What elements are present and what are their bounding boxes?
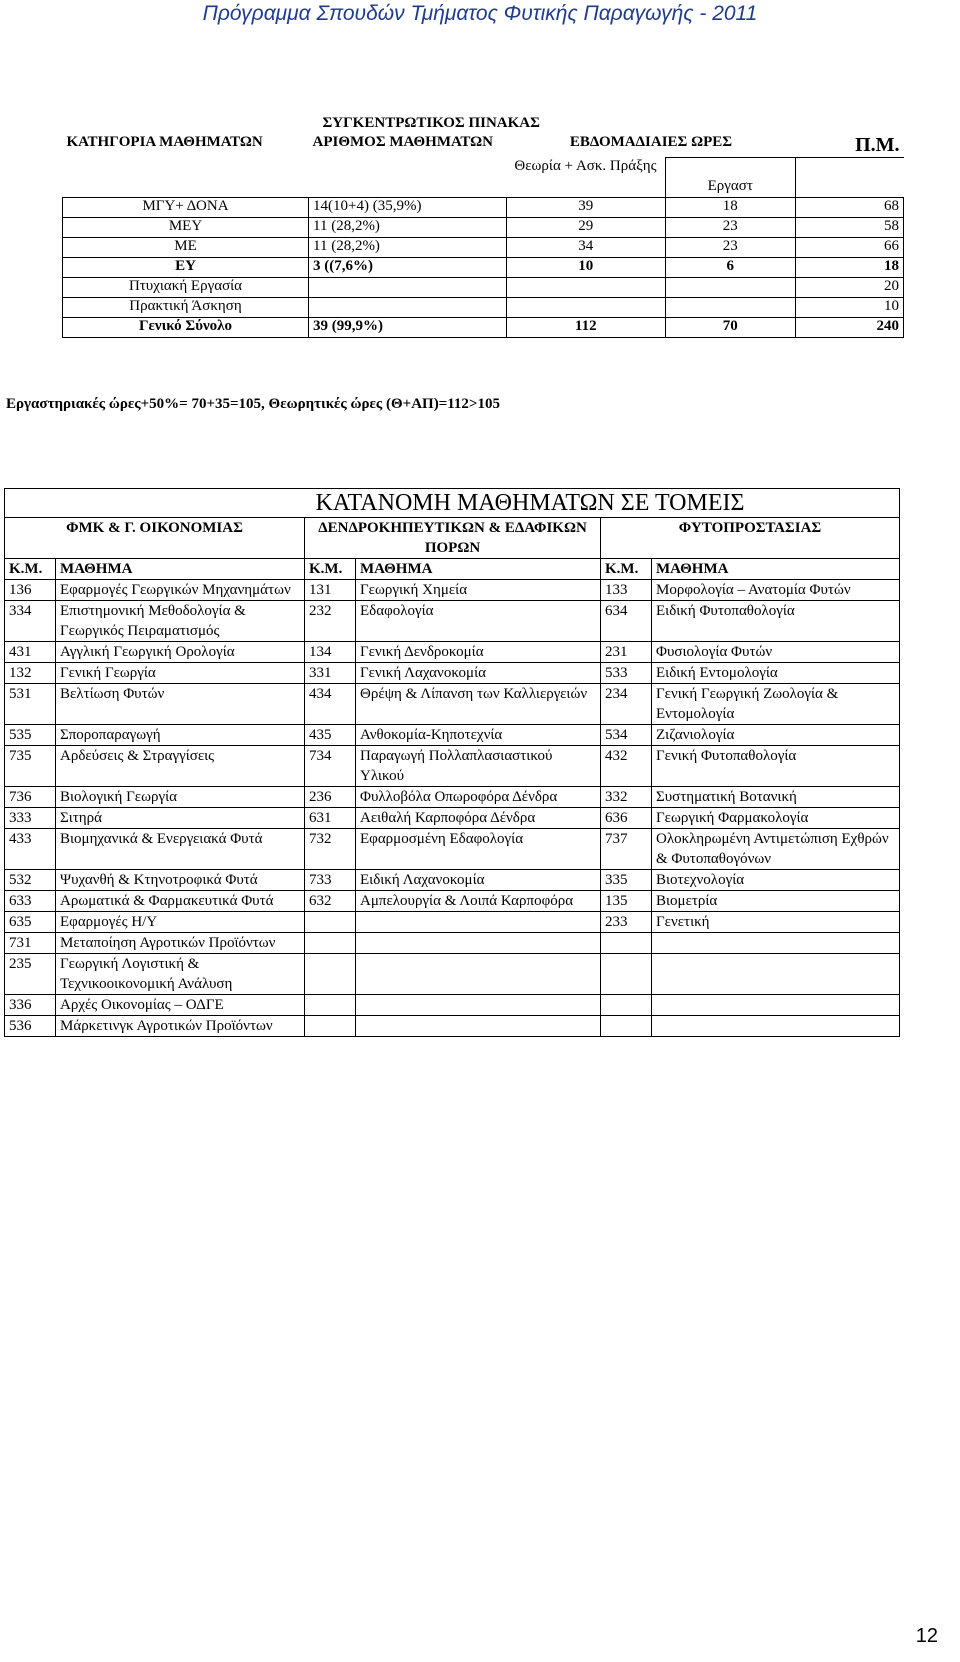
course-name: Φυσιολογία Φυτών [652, 642, 900, 663]
course-code: 431 [5, 642, 56, 663]
course-code: 232 [305, 601, 356, 642]
course-code: 131 [305, 580, 356, 601]
course-name: Εφαρμογές Η/Υ [56, 912, 305, 933]
col-code: Κ.Μ. [305, 559, 356, 580]
sector-row [5, 725, 900, 746]
course-code: 432 [601, 746, 652, 787]
course-code: 734 [305, 746, 356, 787]
sector-head: ΦΥΤΟΠΡΟΣΤΑΣΙΑΣ [601, 518, 900, 559]
summary-cell-count [309, 298, 507, 318]
summary-cell-lab [665, 298, 796, 318]
summary-cell-pm: 68 [796, 198, 904, 218]
course-name: Ζιζανιολογία [652, 725, 900, 746]
course-name [652, 1016, 900, 1037]
course-name: Μορφολογία – Ανατομία Φυτών [652, 580, 900, 601]
blank-cell [63, 158, 309, 198]
summary-cell-lab [665, 278, 796, 298]
sector-row [5, 642, 900, 663]
course-code: 731 [5, 933, 56, 954]
summary-cell-pm: 58 [796, 218, 904, 238]
col-weekly: ΕΒΔΟΜΑΔΙΑΙΕΣ ΩΡΕΣ [569, 134, 733, 150]
page-number: 12 [915, 1625, 938, 1647]
col-code: Κ.Μ. [5, 559, 56, 580]
summary-cell-lab: 70 [665, 318, 796, 338]
summary-cell-cat: Πρακτική Άσκηση [63, 298, 309, 318]
course-name: Γεωργική Λογιστική & Τεχνικοοικονομική Ανάλυση [56, 954, 305, 995]
course-code: 631 [305, 808, 356, 829]
course-name: Γενική Λαχανοκομία [356, 663, 601, 684]
course-code: 233 [601, 912, 652, 933]
course-code: 736 [5, 787, 56, 808]
course-name: Εδαφολογία [356, 601, 601, 642]
summary-cell-pm: 18 [796, 258, 904, 278]
course-code: 536 [5, 1016, 56, 1037]
summary-cell-count: 14(10+4) (35,9%) [309, 198, 507, 218]
course-name [356, 954, 601, 995]
course-name: Γενική Δενδροκομία [356, 642, 601, 663]
summary-row [63, 218, 904, 238]
course-name: Φυλλοβόλα Οπωροφόρα Δένδρα [356, 787, 601, 808]
course-name: Ειδική Εντομολογία [652, 663, 900, 684]
sector-row [5, 663, 900, 684]
summary-cell-count: 11 (28,2%) [309, 238, 507, 258]
course-code [601, 1016, 652, 1037]
course-name: Μεταποίηση Αγροτικών Προϊόντων [56, 933, 305, 954]
course-code: 434 [305, 684, 356, 725]
summary-row [63, 258, 904, 278]
course-code: 534 [601, 725, 652, 746]
sector-row [5, 954, 900, 995]
course-code: 234 [601, 684, 652, 725]
course-code: 532 [5, 870, 56, 891]
course-code: 735 [5, 746, 56, 787]
course-code: 135 [601, 891, 652, 912]
sector-row [5, 870, 900, 891]
course-name: Γενική Γεωργία [56, 663, 305, 684]
course-name: Γενική Φυτοπαθολογία [652, 746, 900, 787]
course-code: 636 [601, 808, 652, 829]
blank-cell [796, 158, 904, 198]
sectors-title: ΚΑΤΑΝΟΜΗ ΜΑΘΗΜΑΤΩΝ ΣΕ ΤΟΜΕΙΣ [5, 489, 900, 518]
summary-cell-theory: 39 [507, 198, 666, 218]
course-name: Ψυχανθή & Κτηνοτροφικά Φυτά [56, 870, 305, 891]
summary-row [63, 298, 904, 318]
course-name: Σιτηρά [56, 808, 305, 829]
course-code: 533 [601, 663, 652, 684]
summary-cell-theory: 112 [507, 318, 666, 338]
course-name: Μάρκετινγκ Αγροτικών Προϊόντων [56, 1016, 305, 1037]
summary-cell-lab: 23 [665, 218, 796, 238]
course-name: Αειθαλή Καρποφόρα Δένδρα [356, 808, 601, 829]
course-name [356, 995, 601, 1016]
summary-cell-pm: 240 [796, 318, 904, 338]
summary-table [62, 115, 904, 338]
sector-row [5, 808, 900, 829]
course-name [652, 954, 900, 995]
summary-cell-cat: ΜΕΥ [63, 218, 309, 238]
course-code [601, 995, 652, 1016]
course-name: Σποροπαραγωγή [56, 725, 305, 746]
col-pm: Π.Μ. [855, 134, 900, 156]
summary-row [63, 318, 904, 338]
sector-row [5, 829, 900, 870]
course-name: Παραγωγή Πολλαπλασιαστικού Υλικού [356, 746, 601, 787]
course-code: 236 [305, 787, 356, 808]
course-code: 331 [305, 663, 356, 684]
course-name [652, 933, 900, 954]
course-code: 632 [305, 891, 356, 912]
summary-cell-theory: 10 [507, 258, 666, 278]
summary-cell-lab: 23 [665, 238, 796, 258]
sector-row [5, 684, 900, 725]
sector-head: ΦΜΚ & Γ. ΟΙΚΟΝΟΜΙΑΣ [5, 518, 305, 559]
col-subject: ΜΑΘΗΜΑ [652, 559, 900, 580]
sector-row [5, 1016, 900, 1037]
course-code: 336 [5, 995, 56, 1016]
summary-row [63, 238, 904, 258]
course-code: 332 [601, 787, 652, 808]
course-name: Γενική Γεωργική Ζωολογία & Εντομολογία [652, 684, 900, 725]
page-header: Πρόγραμμα Σπουδών Τμήματος Φυτικής Παραγωγής - 2011 [202, 2, 758, 25]
course-code [601, 933, 652, 954]
summary-cell-count [309, 278, 507, 298]
course-code: 635 [5, 912, 56, 933]
course-code: 732 [305, 829, 356, 870]
summary-cell-cat: Γενικό Σύνολο [63, 318, 309, 338]
course-code: 435 [305, 725, 356, 746]
course-code: 334 [5, 601, 56, 642]
course-name: Ειδική Φυτοπαθολογία [652, 601, 900, 642]
summary-cell-lab: 18 [665, 198, 796, 218]
sector-row [5, 995, 900, 1016]
summary-cell-cat: ΜΕ [63, 238, 309, 258]
summary-row [63, 198, 904, 218]
course-name: Βελτίωση Φυτών [56, 684, 305, 725]
course-code [305, 912, 356, 933]
course-code: 134 [305, 642, 356, 663]
course-name: Αγγλική Γεωργική Ορολογία [56, 642, 305, 663]
course-code: 132 [5, 663, 56, 684]
course-code: 634 [601, 601, 652, 642]
sectors-table [4, 488, 900, 1037]
summary-cell-pm: 66 [796, 238, 904, 258]
sector-head: ΔΕΝΔΡΟΚΗΠΕΥΤΙΚΩΝ & ΕΔΑΦΙΚΩΝ ΠΟΡΩΝ [305, 518, 601, 559]
course-name: Ανθοκομία-Κηποτεχνία [356, 725, 601, 746]
sub-theory: Θεωρία + Ασκ. Πράξης [507, 158, 666, 198]
course-code: 633 [5, 891, 56, 912]
course-name: Ολοκληρωμένη Αντιμετώπιση Εχθρών & Φυτοπαθογόνων [652, 829, 900, 870]
summary-cell-pm: 10 [796, 298, 904, 318]
course-code: 133 [601, 580, 652, 601]
summary-cell-lab: 6 [665, 258, 796, 278]
sector-row [5, 891, 900, 912]
course-code: 231 [601, 642, 652, 663]
sector-row [5, 912, 900, 933]
course-name: Αρχές Οικονομίας – ΟΔΓΕ [56, 995, 305, 1016]
course-name: Γενετική [652, 912, 900, 933]
col-count: ΑΡΙΘΜΟΣ ΜΑΘΗΜΑΤΩΝ [312, 134, 493, 150]
summary-cell-theory [507, 278, 666, 298]
course-code: 535 [5, 725, 56, 746]
course-code [305, 995, 356, 1016]
course-name: Αρωματικά & Φαρμακευτικά Φυτά [56, 891, 305, 912]
course-name [356, 912, 601, 933]
course-name: Αρδεύσεις & Στραγγίσεις [56, 746, 305, 787]
col-subject: ΜΑΘΗΜΑ [56, 559, 305, 580]
course-code: 433 [5, 829, 56, 870]
col-code: Κ.Μ. [601, 559, 652, 580]
summary-cell-count: 11 (28,2%) [309, 218, 507, 238]
course-name: Θρέψη & Λίπανση των Καλλιεργειών [356, 684, 601, 725]
course-code [601, 954, 652, 995]
course-name: Βιολογική Γεωργία [56, 787, 305, 808]
course-code: 733 [305, 870, 356, 891]
sector-row [5, 933, 900, 954]
course-name [652, 995, 900, 1016]
course-name: Συστηματική Βοτανική [652, 787, 900, 808]
course-name: Βιοτεχνολογία [652, 870, 900, 891]
summary-cell-count: 3 ((7,6%) [309, 258, 507, 278]
summary-cell-theory: 29 [507, 218, 666, 238]
course-name: Βιομηχανικά & Ενεργειακά Φυτά [56, 829, 305, 870]
course-code [305, 933, 356, 954]
course-name: Γεωργική Φαρμακολογία [652, 808, 900, 829]
course-name [356, 933, 601, 954]
course-name: Αμπελουργία & Λοιπά Καρποφόρα [356, 891, 601, 912]
course-code [305, 954, 356, 995]
summary-cell-pm: 20 [796, 278, 904, 298]
summary-cell-theory: 34 [507, 238, 666, 258]
course-name: Εφαρμογές Γεωργικών Μηχανημάτων [56, 580, 305, 601]
summary-cell-theory [507, 298, 666, 318]
sub-lab: Εργαστ [665, 158, 796, 198]
hours-note: Εργαστηριακές ώρες+50%= 70+35=105, Θεωρητικές ώρες (Θ+ΑΠ)=112>105 [6, 396, 500, 412]
course-name: Εφαρμοσμένη Εδαφολογία [356, 829, 601, 870]
course-code: 335 [601, 870, 652, 891]
course-code: 235 [5, 954, 56, 995]
course-name: Επιστημονική Μεθοδολογία & Γεωργικός Πειραματισμός [56, 601, 305, 642]
course-code: 737 [601, 829, 652, 870]
col-category: ΚΑΤΗΓΟΡΙΑ ΜΑΘΗΜΑΤΩΝ [66, 134, 263, 150]
summary-cell-cat: ΕΥ [63, 258, 309, 278]
course-name: Ειδική Λαχανοκομία [356, 870, 601, 891]
col-subject: ΜΑΘΗΜΑ [356, 559, 601, 580]
course-name: Βιομετρία [652, 891, 900, 912]
sector-row [5, 601, 900, 642]
summary-title: ΣΥΓΚΕΝΤΡΩΤΙΚΟΣ ΠΙΝΑΚΑΣ [322, 115, 540, 131]
course-name: Γεωργική Χημεία [356, 580, 601, 601]
summary-spacer [63, 115, 309, 134]
course-code: 136 [5, 580, 56, 601]
summary-cell-cat: Πτυχιακή Εργασία [63, 278, 309, 298]
course-code: 531 [5, 684, 56, 725]
sector-row [5, 580, 900, 601]
course-code [305, 1016, 356, 1037]
course-code: 333 [5, 808, 56, 829]
summary-cell-count: 39 (99,9%) [309, 318, 507, 338]
blank-cell [309, 158, 507, 198]
summary-cell-cat: ΜΓΥ+ ΔΟΝΑ [63, 198, 309, 218]
sector-row [5, 746, 900, 787]
course-name [356, 1016, 601, 1037]
summary-row [63, 278, 904, 298]
sector-row [5, 787, 900, 808]
